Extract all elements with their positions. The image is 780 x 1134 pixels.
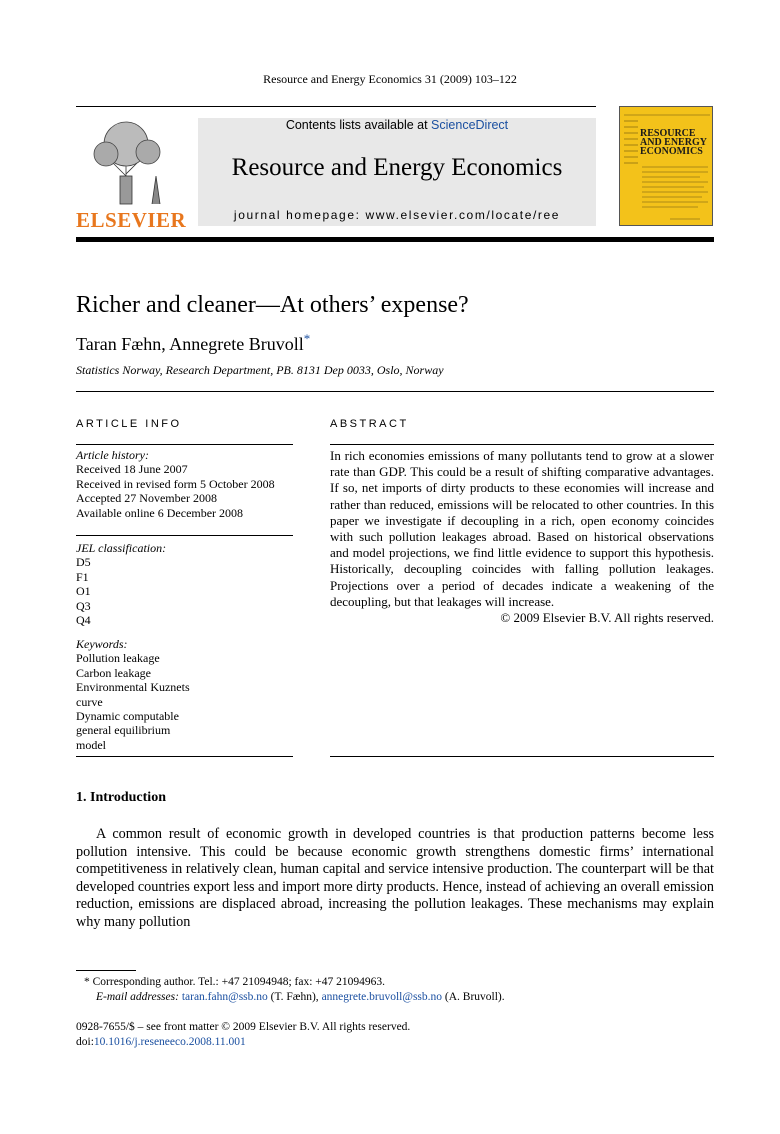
keywords [76,637,293,752]
history-item: Accepted 27 November 2008 [76,491,217,506]
keyword-item: Dynamic computable [76,709,179,724]
abstract-text: In rich economies emissions of many pollutants tend to grow at a slower rate than GDP. This could be a result of shifting comparative advantages. If so, net imports of dirty products to these economies will increase and rather than reduced, emissions will be relocated to other countries. In this paper we investigate if decoupling in a rich, open economy coincides with such pollution leakages abroad. Based on historical observations and model projections, we find little evidence to support this hypothesis. Historically, decoupling coincides with falling pollution leakages. Projections over a period of decades indicate a weakening of the decoupling, but that leakages will increase. [330,448,714,609]
keyword-item: curve [76,694,103,709]
journal-cover [619,106,713,226]
jel-label: JEL classification: [76,541,167,555]
keywords-rule [76,756,293,757]
tree-logo-icon [76,116,176,206]
corresponding-author-mark[interactable]: * [303,331,311,346]
footnote-rule [76,970,136,971]
jel-classification [76,541,293,627]
abstract-rule [330,444,714,445]
email-label: E-mail addresses: [96,991,179,1003]
jel-code: Q4 [76,613,91,628]
article-history [76,448,293,520]
introduction-text: A common result of economic growth in developed countries is that production patterns become less pollution intensive. This could be because economic growth strengthens domestic firms’ international competitiveness in relatively clean, human capital and service intensive production. The counterpart will be that developed countries export less and import more dirty products. Hence, instead of achieving an overall emission reduction, emissions are displaced abroad, increasing the pollution leakages. These mechanisms may explain why many pollution [76,826,714,930]
jel-code: F1 [76,569,89,584]
jel-code: Q3 [76,598,91,613]
author-names: Taran Fæhn, Annegrete Bruvoll [76,334,304,354]
keyword-item: Environmental Kuznets [76,680,190,695]
keyword-item: Pollution leakage [76,651,160,666]
history-label: Article history: [76,448,149,462]
elsevier-logo [76,116,187,232]
introduction-heading: 1. Introduction [76,790,166,805]
jel-code: O1 [76,584,91,599]
elsevier-wordmark: ELSEVIER [76,208,187,232]
keyword-item: model [76,737,106,752]
contents-prefix: Contents lists available at [285,118,432,132]
journal-homepage[interactable]: journal homepage: www.elsevier.com/locate/ree [233,208,561,222]
article-info-header: ARTICLE INFO [76,418,182,430]
article-authors [76,331,310,355]
footnote-text: Corresponding author. Tel.: +47 21094948; fax: +47 21094963. [92,976,386,988]
abstract-end-rule [330,756,714,757]
article-title: Richer and cleaner—At others’ expense? [76,292,469,318]
author-affiliation: Statistics Norway, Research Department, PB. 8131 Dep 0033, Oslo, Norway [76,363,444,377]
history-item: Received in revised form 5 October 2008 [76,476,275,491]
footnote-mark: * [84,976,90,988]
abstract-body [330,448,714,626]
divider-rule [76,391,714,392]
email-name-bruvoll: (A. Bruvoll). [444,991,505,1003]
abstract-header: ABSTRACT [330,418,409,430]
email-name-fahn: (T. Fæhn), [270,991,319,1003]
doi-prefix: doi: [76,1036,94,1048]
doi-line [76,1035,410,1050]
article-info-rule [76,444,293,445]
email-link-fahn[interactable]: taran.fahn@ssb.no [181,991,268,1003]
keyword-item: general equilibrium [76,723,171,738]
header-rule [76,106,596,107]
journal-citation: Resource and Energy Economics 31 (2009) 103–122 [263,72,517,86]
keyword-item: Carbon leakage [76,665,151,680]
header-thick-rule [76,237,714,242]
email-link-bruvoll[interactable]: annegrete.bruvoll@ssb.no [321,991,443,1003]
issn-line: 0928-7655/$ – see front matter © 2009 Elsevier B.V. All rights reserved. [76,1021,411,1033]
journal-banner [198,118,596,226]
contents-line [198,118,596,132]
journal-title: Resource and Energy Economics [231,154,563,181]
jel-code: D5 [76,555,91,570]
cover-title: RESOURCE AND ENERGY ECONOMICS [640,128,707,157]
keywords-label: Keywords: [76,637,128,651]
abstract-copyright: © 2009 Elsevier B.V. All rights reserved. [500,610,714,626]
sciencedirect-link[interactable]: ScienceDirect [431,118,509,132]
history-item: Available online 6 December 2008 [76,505,244,520]
history-item: Received 18 June 2007 [76,462,188,477]
front-matter [76,1020,410,1050]
footnote [76,975,714,1005]
doi-link[interactable]: 10.1016/j.reseneeco.2008.11.001 [93,1036,246,1048]
cover-lines-icon [620,107,713,226]
history-rule [76,535,293,536]
